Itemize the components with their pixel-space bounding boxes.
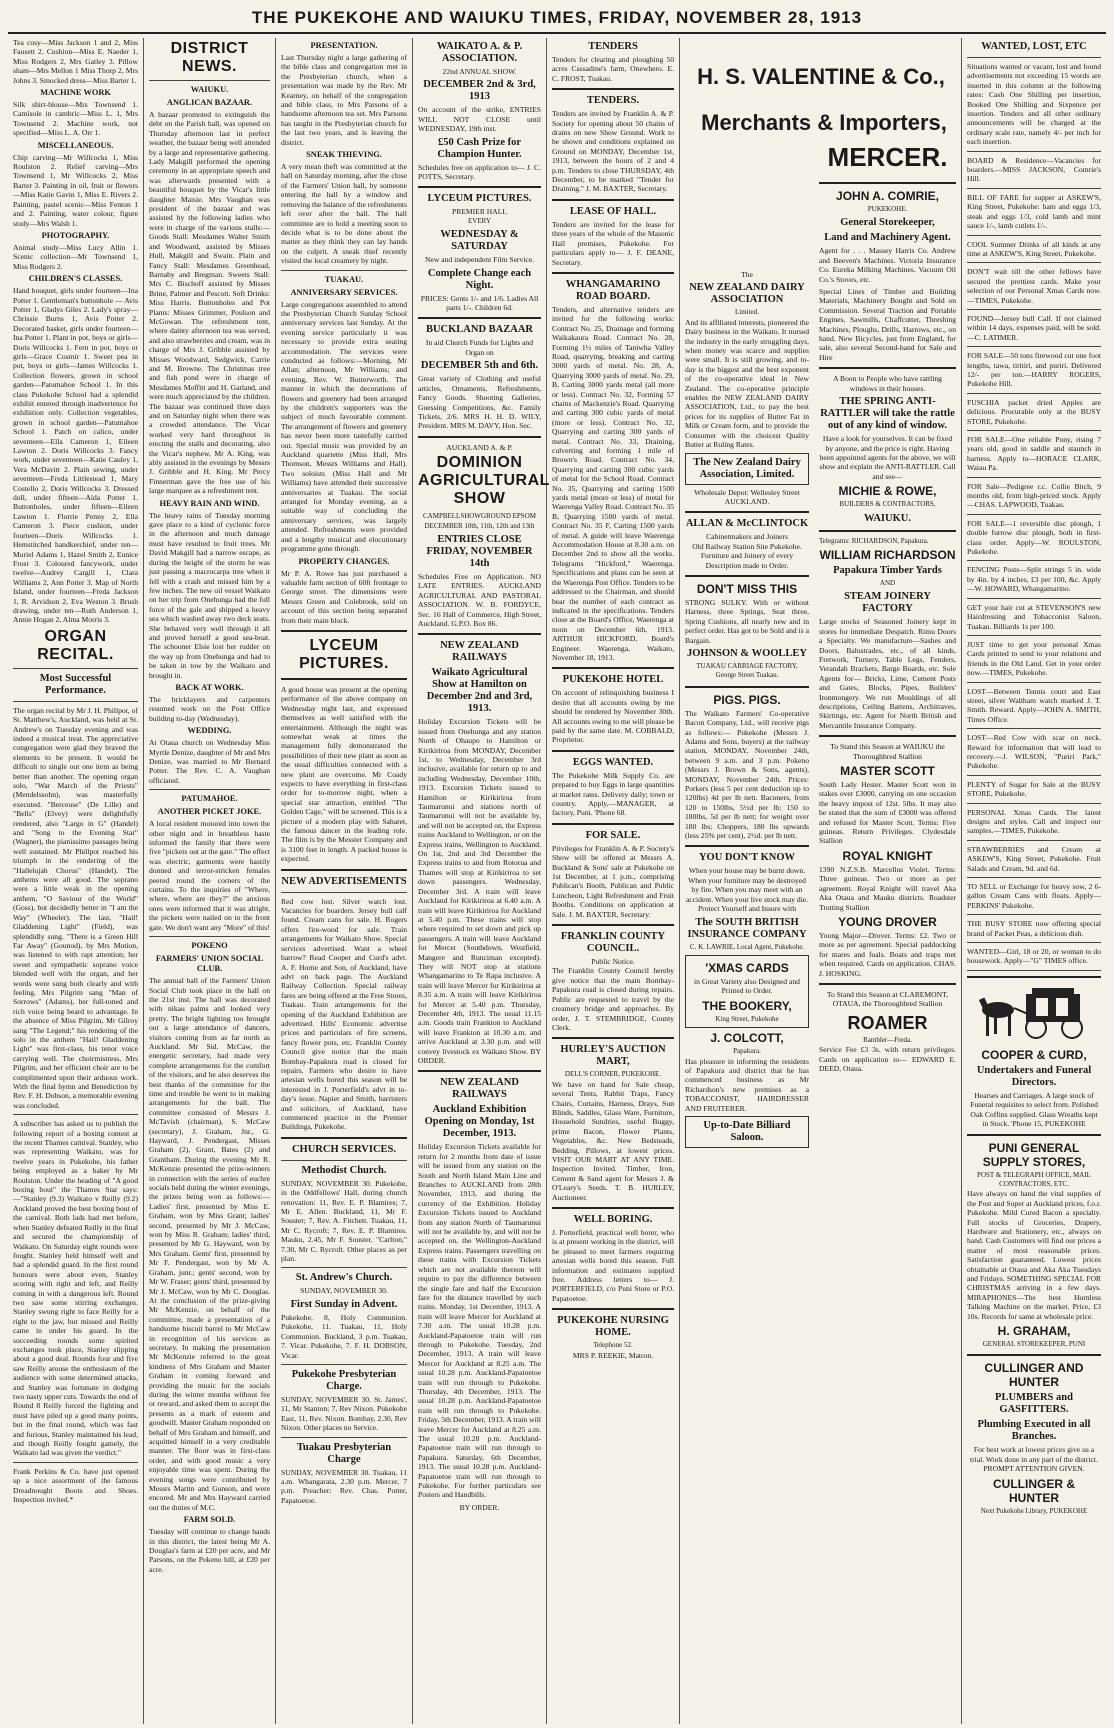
classified-ad: THE BUSY STORE now offering special brand of Packet Peas, a delicious dish. [967,919,1101,938]
hearse-illustration-icon [970,984,1098,1042]
dominion-entries-close: ENTRIES CLOSE FRIDAY, NOVEMBER 14th [426,533,533,569]
st-andrews-date: SUNDAY, NOVEMBER 30. [300,1286,388,1296]
dominion-dates: DECEMBER 10th, 11th, 12th and 13th [424,521,535,530]
miscellaneous-list: Chip carving—Mr Willcocks 1, Miss Roulston 2. Relief carving—Mrs Townsend 1, Mr Willcocks 2, Miss Barter 3. Painting in oil, fruit or flowers—Miss Katie Gavin 1, Miss E. Rivers 2. Painting, pastel scenic—Miss Fenton 1 and 2. Painting, water colour, figure study—Mrs Walsh 1. [13,152,138,228]
michie-place: WAIUKU. [864,512,911,524]
south-british-agent: C. K. LAWRIE, Local Agent, Pukekohe. [689,942,805,951]
classified-ad: STRAWBERRIES and Cream at ASKEW'S, King Street, Pukekohe. Fruit Salads and Cream, 9d. and 6d. [967,844,1101,873]
master-scott-intro: To Stand this Season at WAIUKU the Thoroughbred Stallion [830,742,945,761]
column-2 [144,38,276,1724]
eggs-text: The Pukekohe Milk Supply Co. are prepared to buy Eggs in large quantities at market rates. Delivery daily; town or country. Apply,—MANAGER, at factory, Puni. 'Phone 68. [552,770,674,818]
photography-list: Animal study—Miss Lucy Allin 1. Scenic collection—Mr Townsend 1, Miss Rodgers 2. [13,242,138,271]
classified-ad: DON'T wait till the other fellows have secured the prettiest cards. Make your selection of our Personal Xmas Cards now.—TIMES, Pukekohe. [967,267,1101,305]
tenders-2-text: Tenders are invited by Franklin A. & P. Society for opening about 50 chains of drains on new Show Ground. Work to be shown and conditions explained on Ground on MONDAY, December 1st, 1913, between the hours of 2 and 4 p.m. Tenders to close THURSDAY, 4th December, to be marked "Tender for Draining." J. M. BAXTER, Secretary. [552,109,674,194]
classified-ad: FOR SALE—50 tons firewood cut one foot lengths, tawa, tiritiri, and puriri. Delivered 12/- per ton.—HARRY ROGERS, Pukekohe Hill. [967,351,1101,389]
waikato-entries-text: On account of the strike, ENTRIES WILL NOT CLOSE until WEDNESDAY, 19th inst. [418,105,541,134]
pigs-text: The Waikato Farmers' Co-operative Bacon Company, Ltd., will receive pigs as follows:— Pukekohe (Messrs J. Adams and Sons, buyers) at the railway station, MONDAY, November 24th, between 9 a.m. and 3 p.m. Pokeno (Messrs J. Brown & Sons, agents), MONDAY, November 24th. Prices: Porkers (less 5 per cent deduction up to 120lbs) 4d per lb nett. Baconers, from 120 to 150lbs, 5½d per lb; 150 to 180lbs, 5d per lb nett; for weight over 180 lbs; Choppers, 180 lbs upwards (less 25% per cent), 2½d. per lb nett. [685,708,809,841]
column-1 [8,38,144,1724]
lease-text: Tenders are invited for the lease for three years of the whole of the Masonic Hall premises, Pukekohe. For particulars apply to— J. F. DEANE, Secretary. [552,219,674,267]
heading-colcott: J. COLCOTT, [710,1031,784,1046]
tenders-1-text: Tenders for clearing and ploughing 50 acres Cassadine's farm, Onewhero. E. C. FROST, Tuakau. [552,55,674,83]
heavy-rain-text: The heavy rains of Tuesday morning gave place to a kind of cyclonic force in the afternoon and much damage must have resulted to fruit trees. Mr David Makgill had a narrow escape, as during the height of the storm he was just passing a macrocarpa tree when it fell with a crash and missed him by a few inches. The new oil vessel Waikato on her trip from Onehunga had the full force of the gale and shipped a heavy sea which washed away two deck seats. She behaved very well through it all and proved herself a good sea-boat. The schooner Elsie lost her rudder on the way up from Onehunga and had to be taken in tow by the Waikato and brought in. [149,510,270,680]
roamer-name: ROAMER [847,1012,928,1033]
anglican-bazaar-text: A bazaar promoted to extinguish the debt on the Parish hall, was opened on Thursday afternoon last in perfect weather, the bazaar being well attended by a large and representative gathering. Lady Makgill performed the opening ceremony in an appropriate speech and was afterwards presented with a beautiful bouquet by the Vicar's little daughter Maisie. Mrs Vaughan was president of the bazaar and was assisted by the following ladies who were in charge of the various stalls:—Goods Stall: Mesdames Walter Smith and Woodward, assisted by Misses Hull, Makgill and Swain. Plain and Fancy Stall: Mesdames Greenhead, Barnaby and Bregman. Sweets Stall: Mrs C. Bischoff assisted by Misses Brine, Palmer and Pescott. Soft Drinks: Miss Harris. Buttonholes and Pot Plants: Misses Grimmer, Poulson and McGowan. The refreshment tent, where dainty afternoon tea was served, and also strawberries and cream, was in charge of Mrs J. Gribble assisted by Misses Woodward, Sedgwick, Carrie and M. Browne. The Christmas tree and fish pond were in charge of Mesdames Moffitt and H. Garland, and were much appreciated by the children. The bazaar was continued three days and on Saturday night when there was a crowded attendance. The Vicar worked very hard throughout in erecting the stalls and decorating, also the Vicar's nephew, Mr A. King, was ably assisted in the evenings by Messrs J. Gribble and H. King. Mr Percy Finnerman gave the free use of his large marquee as a refreshment tent. [149,110,270,496]
lyceum-complete-change: Complete Change each Night. [427,267,532,291]
classified-ad: FOUND—Jersey bull Calf. If not claimed within 14 days, expenses paid, will be sold.—C. LATIMER. [967,313,1101,342]
classified-ad: PLENTY of Sugar for Sale at the BUSY STORE, Pukekohe. [967,779,1101,799]
well-boring-text: J. Porterfield, practical well borer, who is at present working in the district, will be pleased to meet farmers requiring artesian wells bored this season. Full information and estimates supplied free. Address letters to— J. PORTERFIELD, c/o Puni Store or P.O. Papatoetoe. [552,1228,674,1303]
heading-dont-miss: DON'T MISS THIS [696,581,798,596]
childrens-classes-list: Hand bouquet, girls under fourteen—Ina Potter 1. Gentleman's buttonhole — Avis Potter 1, Gladys Giles 2. Lady's spray—Chrissie Burns 1, Avis Potter 2. Decorated basket, girls under fourteen—Ina Potter 1. Plant in pot, boys or girls—Doris Willcocks 1. Fern in pot, boys or girls—Grace Cosmir 1. Sweet pea in pot, boys or girls—James Willcocks 1. Collection flowers, grown in school garden—Patumahoe School 1. In this class Pukekohe School had a splendid exhibit entered through inadvertence for exhibition only. Collection vegetables, grown in school garden—Patumahoe School 1. Patch on calico, under seventeen—Ella Cameron 1, Eileen Lawton 2. Doris Willcocks 3. Fancy work, under seventeen—Katie Cauley 1, Vera McDavitt 2. Plain sewing, under seventeen—Freda Littlestead 1, Mary Costello 2, Doris Willcocks 3. Dressed doll, under fifteen—Aida Potter 1. Buttonholes, under fifteen—Eileen Lawton 1. Florrie Penny 2, Ella Cameron 3. Piece cushion, under fourteen—Doris Willcocks 1. Hemstitched handkerchief, under ten—Muriel Adams 1, Hazel Smith 2, Eunice Frost 3. Coloured fancywork, under twelve—Audrey Cargill 1, Clara Williams 2, Ann Potter 3. Map of North Island, under fourteen—Freda Jackson 1, R. Arvidson 2, Eva Weston 3. Brush drawing, under ten—Ruth Anderson 1, Annie Hogan 2, Alma Morris 3. [13,286,138,625]
heading-organ-recital: ORGAN RECITAL. [37,627,114,663]
heading-methodist: Methodist Church. [301,1164,387,1176]
franklin-public-notice: Public Notice. [591,957,635,967]
colcott-place: Papakura. [733,1047,761,1056]
roamer-sub: Rambler—Freda. [863,1035,912,1044]
cullinger-text: For best work at lowest prices give us a trial. Work done in any part of the district. PROMPT ATTENTION GIVEN. [970,1445,1098,1474]
dominion-venue: CAMPBELLSHOWGROUND EPSOM [423,512,536,521]
mercer-heading: MERCER. [827,142,948,172]
richardson-timber-yards: Papakura Timber Yards [833,564,942,576]
colcott-billiards: Up-to-Date Billiard Saloon. [685,1116,809,1148]
heading-johnson-woolley: JOHNSON & WOOLLEY [687,647,807,659]
column-5 [547,38,680,1724]
young-drover-name: YOUNG DROVER [838,914,937,929]
master-scott-text: South Lady Hester. Master Scott won in stakes over £3000, carrying on one occasion the heavy impost of 12st. 5lbs. It may also be stated that the sum of £3000 was offered and refused for Master Scott. Terms: Five guineas. Return Privileges. Clydesdale Stallion [819,780,956,846]
waikato-schedules: Schedules free on application to— J. C. POTTS, Secretary. [418,162,541,182]
classified-ad: FOR SALE—One reliable Pony, rising 7 years old, good in saddle and staunch in harness. Apply to—HORACE CLARK, Waiau Pa. [967,435,1101,473]
heading-nz-railways-1: NEW ZEALAND RAILWAYS [440,640,519,664]
buckland-dates: DECEMBER 5th and 6th. [420,360,539,372]
whangamarino-text: Tenders, and alternative tenders are invited for the following works: Contract No. 25, Drainage and forming Waikakaura Road. Contract No. 28, Forming 1½ miles of Taniwha Valley Road, quarrying, breaking and carting 3000 yards of metal. No. 28, A, Quarrying 3000 yards of metal. No. 29, B, Carting 3000 yards metal (all more or less). Contract No. 32, Forming 57 chains of Mackenzie's Road. Quarrying and carting 300 cubic yards of metal (more or less). Contract No. 32, Quarrying and carting 300 yards of metal. Contract No. 33, Draining, culverting and forming 1 mile of Brown's Road. Contract No. 34, Quarrying and carting 300 cubic yards of metal for the School Road. Contract No. 35, Quarrying and carting 1500 yards metal (more or less) of metal for Waerenga Valley Road. Contract No. 35 B, Quarrying 1500 yards of metal. Contract No. 35 F, Carting 1500 yards of metal. A guide will leave Waerenga Accommodation House at 8.30 a.m. on December 2nd to show all the works. Telegrams "Hickford," Waerenga. Specifications and plans can be seen at the Waerenga Post Office. Tenders to be addressed to the Chairman, and should bear the number of each contract as indicated in the specifications. Tenders close at the Board's Office, Waerenga at noon on December 6th, 1913. ARTHUR HICKFORD, Board's Engineer. Waerenga, Waikato, November 18, 1913. [552,304,674,662]
bookery-address: King Street, Pukekohe [715,1014,779,1023]
puni-text: Have always on hand the vital supplies of the Post and Super at Auckland prices, f.o.r. Pukekohe. Mild Cured Bacon a specialty. Full stocks of Groceries, Drapery, Hardware and Stationery, etc., always on hand. Cash Customers will find our prices a matter of most reasonable prices. Satisfaction guaranteed. Lowest prices obtainable at Otaua and Aka Aka Tuesdays and Fridays. SOMETHING SPECIAL FOR CHRISTMAS arriving in a few days. MIRAPHONES—The best Hornless Talking Machine on the market. Price, £3 10s. Records for same at wholesale price. [967,1189,1101,1321]
heading-nz-railways-2: NEW ZEALAND RAILWAYS [440,1077,519,1101]
heading-district-news: DISTRICT NEWS. [170,40,249,75]
nz-dairy-box: The New Zealand Dairy Association, Limited. [685,453,809,485]
heading-machine-work: MACHINE WORK [40,88,111,98]
heading-buckland-bazaar: BUCKLAND BAZAAR [425,324,534,336]
classified-ad: PERSONAL Xmas Cards. The latest designs and styles. Call and inspect our samples.—TIMES, Pukekohe. [967,807,1101,836]
puni-subtitle: POST & TELEGRAPH OFFICE, MAIL CONTRACTORS, ETC. [977,1170,1091,1188]
allan-subtitle: Cabinetmakers and Joiners [706,532,788,542]
heading-presentation: PRESENTATION. [310,41,378,50]
heading-lyceum-ad: LYCEUM PICTURES. [427,193,532,205]
heading-whangamarino: WHANGAMARINO ROAD BOARD. [565,278,661,302]
xmas-cards-title: 'XMAS CARDS [705,960,789,975]
allan-text: Old Railway Station Site Pukekohe. Furniture and Joinery of every Description made to Order. [692,541,802,570]
picket-joke-text: A local resident motored into town the other night and in breathless haste informed the family that there were five "pickets out at the gate." The effect was electric, garments were hastily donned and terror-stricken females peered round the corners of the curtains. To the inquiries of "Where, where, where are they?" the anxious ones were informed that it was alright, the pickets were nailed on to the front gate. We don't want any "More" of this! [149,819,270,932]
heading-richardson: WILLIAM RICHARDSON [819,547,956,562]
heading-allan-mcclintock: ALLAN & McCLINTOCK [685,518,809,530]
dont-miss-text: STRONG SULKY. With or without Harness, three Springs, Seat three, Spring Cushions, all nearly new and in perfect order. Has got to be Sold and is a Bargain. [685,597,809,645]
classified-ad: JUST time to get your personal Xmas Cards printed to send to your relations and friends in the Old Land. Get in your order now.—TIMES, Pukekohe. [967,639,1101,678]
classifieds-list [967,156,1101,971]
wedding-text: At Otaua church on Wednesday Miss Myrtle Denize, daughter of Mr and Mrs Denize, was married to Mr Bernard Potter. The Rev. C. A. Vaughan officiated. [149,738,270,785]
heading-childrens-classes: CHILDREN'S CLASSES. [28,274,123,284]
heading-waiuku: WAIUKU. [190,85,229,94]
waikato-show-dates: DECEMBER 2nd & 3rd, 1913 [423,79,536,103]
anniversary-text: Large congregations assembled to attend the Presbyterian Church Sunday School anniversary services last Sunday. At the evening service particularly it was necessary to provide extra seating accommodation. The services were conducted as follows:—Morning, Mr Allan; afternoon, Mr Williams; and evening, Rev. W. Butterworth. The manner in which the decorations of flowers and greenery had been arranged by the children's supporters was the subject of much favourable comment. The arrangement of flowers and greenery has never been more tastefully carried out. Special music was provided by an Auckland quartette (Miss Hall, Mrs Thomson, Messrs Williams and Hall). Two soloists (Miss Hall and Mr Williams) have attended their successive anniversaries at Tuakau. The social arranged for Monday evening, as a suitable way of concluding the anniversary services, was largely attended. Refreshments were provided and a lengthy musical and elocutionary programme gone through. [281,299,407,554]
classified-ad: LOST—Between Tennis court and East street, silver Waltham watch marked J. T. Smith. Reward. Apply—JOHN A. SMITH, Times Office. [967,686,1101,724]
dominion-text: Schedules Free on Application. NO LATE ENTRIES. AUCKLAND AGRICULTURAL AND PASTORAL ASSOCIATION. W. B. FORDYCE, Sec. 16 Hall of Commerce, High Street, Auckland. G.P.O. Box 86. [418,571,541,628]
spring-text: Have a look for yourselves. It can be fixed by anyone, and the price is right. Having been appointed agents for the above, we will show and explain the ANTI-RATTLER. Call and see— [819,434,956,481]
royal-knight-text: 1390 N.Z.S.B. Marcellus Violet. Terms: Three guineas. Two or more as per agreement. Royal Knight will travel Aka Aka Otaua and Mauku districts. Roadster Trotting Stallion [819,864,956,912]
sneak-thieving-text: A very mean theft was committed at the hall on Saturday morning, after the close of the Farmers' Union ball, by someone entering the hall by a window and removing the balance of the refreshments left over after the ball. The hall committee are to hold a meeting soon to decide what is to be done about the matter as they think they can lay hands on the culprit. A sneak thief recently visited the local creamery by night. [281,162,407,266]
cooper-subtitle: Undertakers and Funeral Directors. [976,1064,1092,1088]
nz-dairy-limited: Limited. [735,308,759,317]
premier-hall: PREMIER HALL [451,207,508,217]
heading-anniversary: ANNIVERSARY SERVICES. [290,287,398,297]
heading-south-british: The SOUTH BRITISH INSURANCE COMPANY [687,916,807,940]
heading-heavy-rain: HEAVY RAIN AND WIND. [159,498,260,508]
boxing-report-text: A subscriber has asked us to publish the following report of a boxing contest at the recent Thames carnival. Stanley, who was representing Waikato, was for twelve years in Pukekohe, his father being employed as a baker by Mr Roulston. Under the heading of "A good boxing bout" the Thames Star says:—"Stanley (9.3) Waikato v Reilly (9.2) Auckland proved the best boxing bout of the carnival. Both lads had met before, when Stanley defeated Reilly in the final and secured the championship of Waikato. On Saturday eight rounds were fought. Stanley held himself well and had a splendid guard. In the first round honours were about even, Stanley scoring with right and left, and Reilly coming in with a dangerous left. Round two saw some stirring exchanges. Stanley swung right to face Reilly for a right to the jaw, but missed and Reilly came in under his guard. In the succeeding rounds some spirited exchanges took place, Stanley slipping about a good deal. Rounds four and five saw Reilly arouse the enthusiasm of the audience with some determined attacks, and Stanley was fortunate in dodging two nasty upper cuts. Towards the end of Round 8 Reilly forced the fighting and must have piled up a good many points, but in the final round, which was fast and furious, Stanley maintained his lead, and though Reilly fought gamely, the Waikato lad was given the verdict." [13,1119,138,1458]
organ-recital-text: The organ recital by Mr J. H. Phillpot, of St. Matthew's, Auckland, was held at St. Andrew's on Tuesday evening and was indeed a musical treat. The appreciative congregation were glad they braved the elements to be present. It would be difficult to single out one item as being better than another. The opening organ solo, "War March of the Priests" (Mendelssohn), was masterfully executed. "Berceuse" (De Lille) and "Bells" (Elvey) were delightfully rendered, also "Largo in G" (Handel) and "Song to the Evening Star" (Wagner), the pianissimo passages being well sustained. Mr Phillpot reached his triumph in the rendering of the "Hallelujah Chorus" (Handel). The anthems were all good. The soprano were a little weak in the opening anthem, "O Saviour of the World" (Goss), but decidedly better in "I am the Way" (Wheeler). The last, "Hail! Gladdening Light" (Field), was splendidly sung. "There is a Green Hill Far Away" (Gounod), by Mrs Motion, was listened to with rapt attention; her sweet and sympathetic soprano voice blended well with the organ, and her words were sung both clearly and with feeling. Mrs Pilgrim sang "Man of Sorrows" (Adams), her full-toned and rich voice being heard to advantage. In the absence of Miss Pilgrim, Mr Gilroy sang "The Legend;" his rendering of the solo in the anthem "Hail! Gladdening Light" was first-class, his tenor voice carrying well. The choirmistress, Mrs Pilgrim, and her efficient choir are to be complimented upon their arduous work. With the final hymn and Benediction by Rev. F. H. Dobson, a memorable evening was concluded. [13,705,139,1110]
nz-dairy-the: The [741,270,753,279]
back-at-work-text: The bricklayers and carpenters resumed work on the Post Office building to-day (Wednesday). [149,694,270,723]
nz-railways-1-subtitle: Waikato Agricultural Show at Hamilton on December 2nd and 3rd, 1913. [426,667,533,715]
heading-tenders-1: TENDERS [588,41,638,52]
master-scott-name: MASTER SCOTT [840,764,935,779]
heading-well-boring: WELL BORING. [573,1214,653,1225]
classified-ad: BILL OF FARE for supper at ASKEW'S, King Street, Pukekohe: ham and eggs 1/3, steak and eggs 1/3, cold lamb and mint sauce 1/-, lamb cutlets 1/-. [967,192,1101,231]
heading-st-andrews: St. Andrew's Church. [295,1272,393,1284]
comrie-special-lines: Special Lines of Timber and Building Materials, Machinery Bought and Sold on Commission. Several Traction and Portable Engines, Sawmills, Chaffcutter, Threshing Machines, Ploughs, Drills, Harrows, etc., on hand. New Bicycles, just from England, for sale, also several Second-hand for Sale and Hire [819,287,956,362]
heading-nz-dairy: NEW ZEALAND DAIRY ASSOCIATION [689,282,805,306]
classified-ad: FOR SALE—1 reversible disc plough, 1 double furrow disc plough, both in first-class order. Apply—W. ROULSTON, Pukekohe. [967,518,1101,557]
classified-ad: GET your hair cut at STEVENSON'S new Hairdressing and Tobacconist Saloon, Tuakau. Billiards 1s per 100. [967,602,1101,631]
classified-ad: TO SELL or Exchange for heavy sow, 2 6-gallon Cream Cans with floats. Apply—PERKINS' Pukekohe. [967,882,1101,910]
nz-railways-1-text: Holiday Excursion Tickets will be issued from Onehunga and any station North of Ohaupo to Hamilton or Kirikiriroa from MONDAY, December 1st, to Wednesday, December 3rd inclusive, available for return up to and including Wednesday, December 10th, 1913. Excursion Tickets issued to Hamilton or Kirikiriroa from Taumarunui and stations north of Taumarunui will not be available by, and will not be accepted on, the Express trains Auckland to Wellington, or on the Express trains, Wellington to Auckland. On 1st, 2nd and 3rd December the Express trains to and from Rotorua and Thames will stop at Kirikiriroa to set down passengers. Wednesday, December 3rd. A train will leave Auckland for Kirikiriroa at 6.40 a.m. A train will leave Kirikiriroa for Auckland at 5.40 p.m. These trains will stop where required to set down and pick up passengers. A train will leave Auckland for Mercer (Southdown, Westfield, Mangere and Runciman excepted). They will NOT stop at stations Whangamarino to Te Rapa inclusive. A train will leave Mercer for Kirikiriroa at 8.35 a.m. A train will leave Kirikiriroa for Mercer at 5.40 p.m. Thursday, December 4th, 1913. The usual 11.15 a.m. Goods train Frankton to Auckland will leave Frankton at 10.30 a.m. and arrive Auckland at 3.30 p.m. and will convey livestock ex Waikato Show. BY ORDER. [418,717,541,1065]
hurley-text: We have on hand for Sale cheap, several Tents, Rabbit Traps, Fancy Chairs, Curtains, Harness, Drays, Sun Blinds, Saddles, Glass Ware, Furniture, Household Sundries, useful Buggy, prime Bacon, Flower Plants, Vegetables, &c. New Bedsteads, Bedding, Pillows, at lowest prices. VISIT OUR MART AT ANY TIME. Inspection Invited. Timber, Iron, Cement & Sand agent for Messrs J. & O'Leary's Seeds. T. B. HURLEY, Auctioneer. [552,1079,674,1202]
comrie-storekeeper: General Storekeeper, [840,217,935,229]
richardson-joinery: STEAM JOINERY FACTORY [844,591,931,615]
show-results-list: Tea cosy—Miss Jackson 1 and 2, Miss Fausett 2. Cushion—Miss E. Naeder 1, Miss Rodgers 2, Mrs Gatley 3. Pillow sham—Mrs Mellon 1 Miss Thorp 2, Mrs Johns 3. Smocked dress—Miss Barter 1. [13,38,138,85]
heading-presbyterian: Pukekohe Presbyterian Charge. [291,1368,397,1392]
heading-anglican-bazaar: ANGLICAN BAZAAR. [166,98,253,107]
heading-tuakau: TUAKAU. [324,274,364,284]
johnson-subtitle: TUAKAU CARRIAGE FACTORY, [696,661,798,670]
new-advertisements-text: Red cow lost. Silver watch lost. Vacancies for boarders. Jersey bull calf found. Cream cans for sale. H. Rogers offers fire-wood for sale. Train arrangements for Waikato Show. Special services advertised. Want a wheel barrow? Read Cooper and Curd's advt. A. F. Horne and Son, of Auckland, have advt on back page. The Auckland Railway Collection. Special railway fares are being offered at the Free Stores, Tuakau. Train arrangements for the opening of the Auckland Exhibition are advertised. Hills' Economic advertise prices and particulars of fire screens, fancy flower pots, etc. Franklin County Council give notice that the main Bombay-Papakura road is closed for repairs. Farmers who desire to have artesian wells bored this season will be interested in J. Porterfield's advt in to-day's issue. Napier and Smith, barristers and solicitors, of Auckland, have commenced practice in the Premier Buildings, Pukekohe. [281,896,407,1132]
comrie-agencies: Agent for . . . Massey Harris Co. Andrew and Beeven's Machines. Victoria Insurance Co. Eureka Milking Machines. Vacuum Oil Co.'s Stoves, etc. [819,246,956,284]
bookery-name: THE BOOKERY, [702,998,792,1013]
perkins-ad: Frank Perkins & Co. have just opened up a nice assortment of the famous Dreadnought Boots and Shoes. Inspection invited.* [13,1466,138,1505]
classified-ad: FOR Sale—Pedigree r.c. Collie Bitch, 9 months old, from high-priced stock. Apply—CHAS. LAPWOOD, Tuakau. [967,481,1101,510]
heading-cullinger-2: CULLINGER & HUNTER [993,1476,1075,1505]
auckland-ap: AUCKLAND A. & P. [446,442,513,452]
xmas-cards-text: in Great Variety also Designed and Printed to Order. [694,976,800,996]
presentation-text: Last Thursday night a large gathering of the bible class and congregation met in the Presbyterian church, when a presentation was made by the Rev. Mr Kearney, on behalf of the congregation and bible class, to Mrs Parsons of a handsome afternoon tea set. Mrs Parsons has taught in the Presbyterian church for the last two years, and is leaving the district. [281,53,407,147]
richardson-and: AND [879,578,896,587]
heading-graham: H. GRAHAM, [997,1324,1071,1338]
waikato-annual-show: 22nd ANNUAL SHOW. [442,67,517,76]
lyceum-text: A good house was present at the opening performance of the above company on Wednesday night last, and expressed themselves as well satisfied with the entertainment. Although the night was somewhat weak at times the management fully demonstrated the possibilities of their new plant as soon as the usual difficulties connected with a new plant are overcome. Mr Coady expects to have everything in first-class order for to-morrow night, when a special star attraction, entitled "The Golden Cage," will be screened. This is a picture of a modern play with Saharet, the famous dancer in the leading role. The film is by the Messter Company and is 3100 feet in length. A packed house is expected. [281,684,407,864]
classified-ad: BOARD & Residence—Vacancies for boarders.—MISS JACKSON, Comrie's Hill. [967,155,1101,184]
you-dont-know-text: When your house may be burnt down. When your furniture may be destroyed by fire. When you may meet with an accident. When your live stock may die. Protect Yourself and Insure with [685,866,809,914]
heading-puni-stores: PUNI GENERAL SUPPLY STORES, [982,1140,1086,1169]
heading-you-dont-know: YOU DON'T KNOW [698,852,796,864]
heading-property-changes: PROPERTY CHANGES. [298,556,390,566]
heading-wanted-lost: WANTED, LOST, ETC [981,41,1087,52]
heading-pokeno: POKENO [191,941,228,951]
heading-pigs: PIGS. PIGS. [713,692,781,707]
heading-farmers-union: FARMERS' UNION SOCIAL CLUB. [155,954,264,974]
comrie-place: PUKEKOHE. [867,205,908,213]
classified-ad: FENCING Posts—Split strings 5 in. wide by 4in. by 4 inches, £3 per 100, &c. Apply—W. HOWARD, Whangamarino. [967,565,1101,594]
hotel-text: On account of relinquishing business I desire that all accounts owing by me should be rendered by November 30th. All accounts owing to me will please be paid by the same date. M. COBBALD, Proprietor. [552,688,674,745]
richardson-text: Large stocks of Seasoned Joinery kept in stores for immediate Despatch. Rimu Doors a Specialty. We manufacture—Sashes and Doors, Balustrades, etc., of all kinds, Fretwork, Turnery, Table Legs, Fenders, Verandah Brackets, Barge Boards, etc. Sole Agents for— Bricks, Lime, Cement Posts and Gates, Blocks, Pipes, Builders' Ironmongery. We run Mouldings of all descriptions, Ceiling Battens, Architraves, Skirtings, etc. Agent for North British and Mercantile Insurance Company. [819,617,956,730]
roamer-intro: To Stand this Season at CLAREMONT, OTAUA, the Thoroughbred Stallion [826,989,949,1009]
machine-work-list: Silk shirt-blouse—Mrs Townsend 1. Camisole in cambric—Miss L. 1, Mrs Townsend 2. Machine work, not specified—Miss L. A. Orr 1. [13,100,138,138]
column-8 [962,38,1106,1724]
nz-dairy-text: And its affiliated interests, pioneered the Dairy business in the Waikato. It nursed the industry in the early struggling days, when money was scarce and supplies were small. It is still growing, and to-day is the biggest and the best exponent of the co-operative ideal in New Zealand. The co-operative principle enables the NEW ZEALAND DAIRY ASSOCIATION, Ltd., to pay the best prices for its supplies of Butter Fat in Milk or Cream form, and to provide the Consumer with the choicest Quality Butter at Ruling Rates. [685,317,809,450]
property-changes-text: Mr P. A. Rowe has just purchased a valuable farm section of 60ft frontage to George street. The dimensions were Messrs Green and Colebrook, sold on account of this section being separated from their main block. [281,568,407,625]
heading-lyceum-pictures: LYCEUM PICTURES. [299,636,389,672]
lyceum-every: EVERY [468,216,491,225]
heading-farm-sold: FARM SOLD. [183,1515,236,1525]
column-4 [413,38,550,1724]
for-sale-text: Privileges for Franklin A. & P. Society's Show will be offered at Messrs A. Buckland & Sons' sale at Pukekohe on 1st December, at 1 p.m., comprising Publican's Booth, Publican and Public Luncheon, Light Refreshment and Fruit Booths. Conditions on application at Sale. J. M. BAXTER, Secretary. [552,843,674,919]
comrie-land-agent: Land and Machinery Agent. [824,232,951,244]
column-3 [276,38,413,1724]
nursing-matron: MRS P. REEKIE, Matron. [572,1350,654,1360]
heading-back-at-work: BACK AT WORK. [175,682,244,692]
boon-text: A Boon to People who have rattling windows in their houses. [833,374,942,393]
waikato-cash-prize: £50 Cash Prize for Champion Hunter. [437,136,522,160]
johnson-address: George Street Tuakau. [715,671,779,680]
heading-sneak-thieving: SNEAK THIEVING. [306,150,382,160]
cullinger-plumbers: PLUMBERS and GASFITTERS. [995,1392,1073,1416]
heading-pukekohe-hotel: PUKEKOHE HOTEL [562,674,664,686]
heading-cullinger-1: CULLINGER AND HUNTER [984,1361,1084,1390]
richardson-telegrams: Telegrams: RICHARDSON, Papakura. [819,536,929,545]
nz-railways-2-subtitle: Auckland Exhibition Opening on Monday, 1st December, 1913. [424,1104,535,1140]
lyceum-film-service: New and independent Film Service. [424,255,535,265]
heading-hurley: HURLEY'S AUCTION MART, [560,1044,666,1068]
lyceum-wed-sat: WEDNESDAY & SATURDAY [440,229,519,253]
cullinger-branches: Plumbing Executed in all Branches. [977,1419,1091,1443]
farm-sold-text: Tuesday will continue to change hands in this district, the latest being Mr A. Douglas's farm at £20 per acre, and Mr Parsons, on the Pokeno hill, at £20 per acre. [149,1527,270,1574]
heading-dominion-show: DOMINION AGRICULTURAL SHOW [418,454,550,508]
cullinger-address: Next Pukekohe Library, PUKEKOHE [980,1506,1088,1515]
roamer-text: Service Fee £3 3s. with return privileges. Cards on application to— EDWARD E. DEED, Otaua. [819,1045,956,1073]
heading-spring-anti-rattler: THE SPRING ANTI-RATTLER will take the rattle out of any kind of window. [820,396,955,432]
heading-miscellaneous: MISCELLANEOUS. [37,140,114,150]
lyceum-prices: PRICES: Gents 1/- and 1/6. Ladies All parts 1/-. Children 6d. [420,293,539,313]
classified-ad: LOST—Red Cow with scar on neck. Reward for information that will lead to recovery.—J. WILSON, "Puriri Park," Pukekohe. [967,733,1101,771]
subheading-successful: Most Successful Performance. [39,672,112,696]
heading-comrie: JOHN A. COMRIE, [836,189,939,203]
nz-dairy-depot: Wholesale Depot: Wellesley Street AUCKLAND. [694,487,800,506]
buckland-subtitle: In aid Church Funds for Lights and Organ on [425,338,534,357]
heading-waikato-ap: WAIKATO A. & P. ASSOCIATION. [436,41,523,64]
heading-church-services: CHURCH SERVICES. [291,1143,397,1155]
merchants-importers: Merchants & Importers, [701,110,947,135]
classified-ad: FUSCHIA packet dried Apples are delicious. Procurable only at the BUSY STORE, Pukekohe. [967,397,1101,426]
colcott-text: Has pleasure in informing the residents of Papakura and district that he has commenced business as Mr Richardson's new premises as a TOBACCONIST, HAIRDRESSER AND FRUITERER. [685,1056,809,1113]
presbyterian-text: SUNDAY, NOVEMBER 30. St. James', 11, Mr Stanton; 7, Rev Nixon. Pukekohe East, 11, Rev. Nixon. Bombay, 2.30, Rev Nixon. Other places no Service. [281,1394,407,1433]
graham-subtitle: GENERAL STOREKEEPER, PUNI [982,1340,1086,1348]
franklin-text: The Franklin County Council hereby give notice that the main Bombay-Papakura road is closed during repairs. Public are requested to travel by the creamery bridge and approaches. By order, J. T. STEMBRIDGE, County Clerk. [552,966,674,1032]
masthead: THE PUKEKOHE AND WAIUKU TIMES, FRIDAY, NOVEMBER 28, 1913 [8,6,1106,34]
tuakau-presbyterian-text: SUNDAY, NOVEMBER 30. Tuakau, 11 a.m. Whangarata, 2.30 p.m. Mercer, 7 p.m. Preacher: Rev. Chas. Potter, Papatoetoe. [281,1467,407,1505]
heading-nursing-home: PUKEKOHE NURSING HOME. [557,1315,669,1339]
heading-eggs-wanted: EGGS WANTED. [572,756,654,768]
heading-michie-rowe: MICHIE & ROWE, [838,484,937,499]
royal-knight-name: ROYAL KNIGHT [842,848,933,863]
michie-subtitle: BUILDERS & CONTRACTORS, [839,500,936,509]
classified-ad: WANTED—Girl, 18 or 20, or woman to do housework. Apply—"G" TIMES office. [967,947,1101,966]
heading-cooper-curd: COOPER & CURD, [981,1047,1087,1062]
nz-railways-2-text: Holiday Excursion Tickets available for return for 2 months from date of issue will be issued from any station on the South and North Island Main Line and Branches to AUCKLAND from 28th November, 1913, and during the currency of the Exhibition. Holiday Excursion Tickets issued to Auckland from any station North of Taumarunui will not be available by, and will not be accepted on, the Wellington-Auckland Express trains. Passengers travelling on these trains with Excursion Tickets which are not available thereon will require to pay the difference between the single fare and half the Excursion fare for the distance travelled by such trains. Monday, 1st December, 1913. A train will leave Mercer for Auckland at 7.30 a.m. The usual 10.28 p.m. Auckland-Papatoetoe train will run through to Pukekohe. Tuesday, 2nd December, 1913. A train will leave Mercer for Auckland at 8.25 a.m. The usual 10.28 p.m. Auckland-Papatoetoe train will run through to Pukekohe. Thursday, 4th December, 1913. The usual 10.28 p.m. Auckland-Papatoetoe train will run through to Pukekohe. Friday, 5th December, 1913. A train will leave Mercer for Auckland at 8.25 a.m. The usual 10.28 p.m. Auckland-Papatoetoe train will run through to Papakura. Saturday, 6th December, 1913. The usual 10.28 p.m. Auckland-Papatoetoe train will run through to Pukekohe. For further particulars see Posters and Handbills. [418,1142,541,1500]
advent-text: Pukekohe, 8, Holy Communion. Pukekohe, 11. Tuakau, 11, Holy Communion. Buckland, 3 p.m. Tuakau, 7. Vicar. Pukekohe, 7. F. H. DOBSON, Vicar. [281,1312,407,1360]
columns [8,38,1106,1724]
nursing-telephone: Telephone 52. [593,1341,633,1350]
farmers-union-text: The annual ball of the Farmers' Union Social Club took place in the hall on the 21st inst. The hall was decorated with nikau palms and looked very pretty. The bright lighting too brought out a large attendance of dancers, visitors coming from as far north as Auckland. Mr Sid. McCaw, the energetic secretary, had made very complete arrangements for the comfort of the visitors, and he also deserves the best thanks of the committee for the time and trouble he went to in making arrangements for the ball. The committee consisted of Messrs J. McTavish (chairman), S. McCaw (secretary), J. Graham, Jnr., G. Hayward, J. Pendergast, Misses Graham (2), Grant, Bates (2) and Grantham. During the evening Mr R. McKenzie presented the prize-winners in connection with the series of euchre socials held during the winter evenings, the prizes being won as follows:—Ladies' first, presented by Miss E. Graham, won by Miss Grant; ladies' second, presented by Mr J. McCaw, won by Miss R. Graham; ladies' third, presented by Mr G. Hayward, won by Mrs Graham. Gents' first, presented by Mr F. Pendergast, won by Mr A. Graham, junr.; gents' second, won by Mr W. Fraser; gents' third, presented by Mr J. McCaw, won by Mr C. Douglas. At the conclusion of the prize-giving Mr McKenzie, on behalf of the committee, made a presentation of a handsome biscuit barrel to Mr McCaw in recognition of his services as secretary. In making the presentation Mr McKenzie referred to the great kindness of Mrs Graham and Master Graham in coming forward and providing the music for the socials during the winter months without fee or reward, and asked them to accept the presents as a mark of esteem and goodwill. Master Graham responded on behalf of Mrs Graham and himself, and acquitted himself in a very creditable manner. The floor was in first-class order, and with good music a very enjoyable time was spent. During the evening songs were contributed by Messrs Martin and Gunson, and were encored. Mr and Mrs Hayward carried out the duties of M.C. [149,976,270,1512]
valentine-name: H. S. VALENTINE & Co., [697,64,945,89]
heading-for-sale: FOR SALE. [585,829,641,841]
xmas-cards-box [685,955,809,1028]
heading-photography: PHOTOGRAPHY. [41,230,110,240]
heading-patumahoe: PATUMAHOE. [181,794,238,804]
cooper-text: Hearses and Carriages. A large stock of Funeral requisites to select from. Polished Oak Coffins supplied. Glass Wreaths kept in Stock. 'Phone 15, PUKEKOHE [970,1090,1098,1129]
heading-picket-joke: ANOTHER PICKET JOKE. [157,807,262,817]
heading-wedding: WEDDING. [187,726,232,736]
hurley-subtitle: DELL'S CORNER, PUKEKOHE. [564,1070,662,1079]
heading-new-advertisements: NEW ADVERTISEMENTS [281,875,407,887]
heading-lease-of-hall: LEASE OF HALL. [569,205,657,217]
methodist-text: SUNDAY, NOVEMBER 30. Pukekohe, in the Oddfellows' Hall, during church renovation: 11, Rev. E. P. Blamires; 7, Mr E. Allen. Buckland, 11, Mr F. Souster; 7, Rev. A. Fitchett. Tuakau, 11, Mr C. Rycroft; 7, Rev. E. P. Blamires. Mauku, 2.45, Mr F. Souster. "Carlton," 7.30, Mr C. Rycroft. Other places as per plan. [281,1178,407,1264]
classified-ad: COOL Summer Drinks of all kinds at any time at ASKEW'S, King Street, Pukekohe. [967,239,1101,258]
young-drover-text: Young Major—Drover. Terms: £2. Two or more as per agreement. Special paddocking for mares and foals. Boats and traps met when required. Cards on application. CHAS. J. HOSKING. [819,930,956,978]
wanted-intro: Situations wanted or vacant, lost and found advertisements not exceeding 15 words are inserted in this column at the following rates: Cash One Shilling per insertion, Booked One Shilling and Sixpence per insertion. Tenders and all other ordinary announcements will be charged at the ordinary scale rate, namely 4/- per inch for each insertion. [967,62,1101,147]
buckland-text: Great variety of Clothing and useful articles, Ornaments, Refreshments, Fancy Goods. Shooting Galleries, Guessing Competitions, &c. Family Tickets, 2/6. MRS H. H. D. WILY, President. MRS M. DAVY, Hon. Sec. [418,374,541,431]
heading-tuakau-presbyterian: Tuakau Presbyterian Charge [296,1441,392,1465]
heading-advent: First Sunday in Advent. [290,1298,398,1310]
by-order: BY ORDER. [459,1502,500,1512]
heading-franklin-county: FRANKLIN COUNTY COUNCIL. [560,931,666,955]
heading-tenders-2: TENDERS. [586,95,640,107]
